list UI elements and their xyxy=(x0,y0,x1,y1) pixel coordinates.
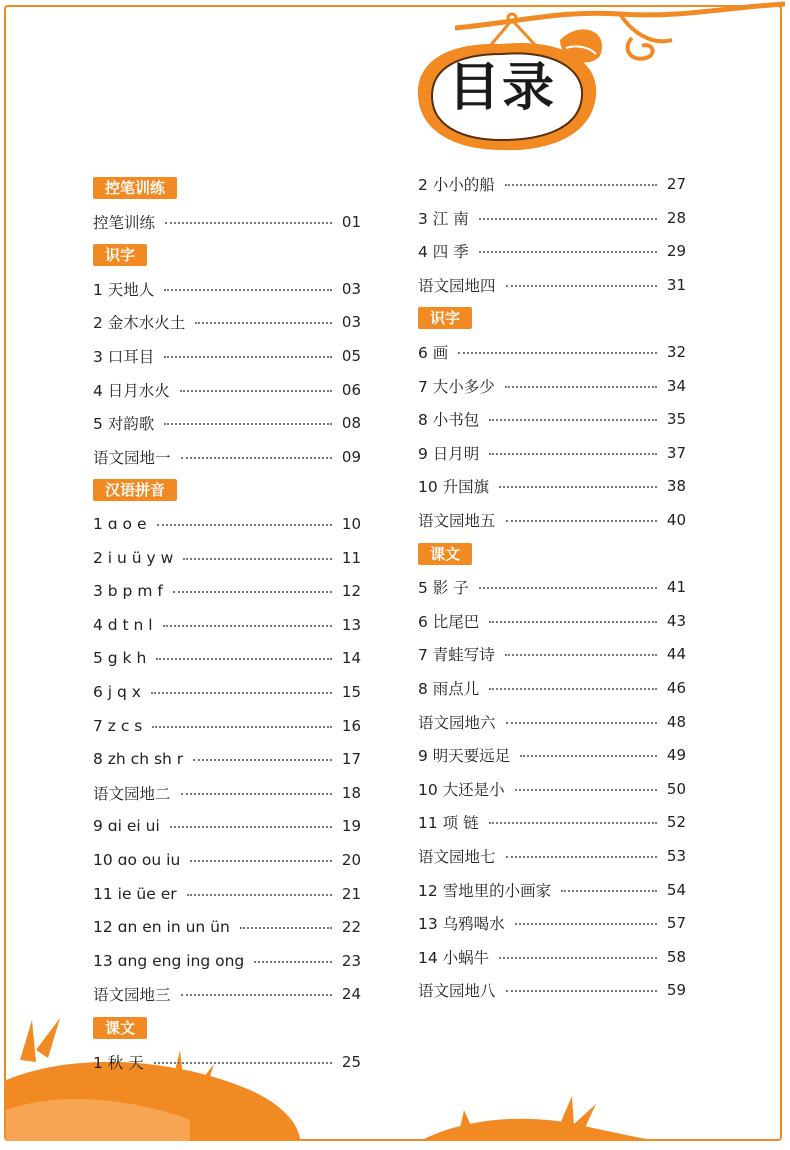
toc-entry-page: 20 xyxy=(341,851,361,869)
toc-entry[interactable] xyxy=(418,777,686,801)
toc-entry-page: 57 xyxy=(666,914,686,932)
toc-entry-page: 01 xyxy=(341,213,361,231)
toc-entry-title: 1 秋 天 xyxy=(93,1054,144,1072)
toc-entry-page: 49 xyxy=(666,746,686,764)
toc-entry-title: 3 b p m f xyxy=(93,582,163,600)
toc-entry-page: 23 xyxy=(341,952,361,970)
toc-entry-title: 9 日月明 xyxy=(418,445,480,463)
toc-entry-title: 9 明天要远足 xyxy=(418,747,511,765)
toc-entry-title: 6 比尾巴 xyxy=(418,613,480,631)
toc-entry-page: 27 xyxy=(666,175,686,193)
toc-entry-title: 2 小小的船 xyxy=(418,176,495,194)
dot-leader xyxy=(164,356,332,358)
toc-entry-page: 15 xyxy=(341,683,361,701)
toc-entry[interactable] xyxy=(93,613,361,637)
toc-entry-page: 38 xyxy=(666,477,686,495)
toc-entry-title: 11 项 链 xyxy=(418,814,479,832)
toc-entry[interactable] xyxy=(93,714,361,738)
dot-leader xyxy=(190,860,332,862)
toc-entry[interactable] xyxy=(418,911,686,935)
toc-entry[interactable] xyxy=(418,609,686,633)
toc-entry-title: 语文园地八 xyxy=(418,982,496,1000)
toc-entry[interactable] xyxy=(418,374,686,398)
toc-entry[interactable] xyxy=(93,781,361,805)
toc-entry-page: 53 xyxy=(666,847,686,865)
section-header: 汉语拼音 xyxy=(93,479,177,501)
dot-leader xyxy=(164,289,332,291)
toc-entry[interactable] xyxy=(418,273,686,297)
toc-entry[interactable] xyxy=(93,949,361,973)
dot-leader xyxy=(170,826,332,828)
toc-entry[interactable] xyxy=(418,206,686,230)
dot-leader xyxy=(151,692,332,694)
toc-entry-title: 7 z c s xyxy=(93,717,143,735)
toc-entry[interactable] xyxy=(418,172,686,196)
toc-entry[interactable] xyxy=(418,575,686,599)
toc-entry[interactable] xyxy=(418,978,686,1002)
dot-leader xyxy=(458,352,657,354)
dot-leader xyxy=(195,322,332,324)
section-header: 识字 xyxy=(418,307,472,329)
dot-leader xyxy=(152,726,332,728)
toc-entry[interactable] xyxy=(93,512,361,536)
toc-entry[interactable] xyxy=(418,340,686,364)
dot-leader xyxy=(183,558,332,560)
title-plaque-wrap xyxy=(414,36,590,146)
toc-entry-title: 语文园地二 xyxy=(93,785,171,803)
toc-entry[interactable] xyxy=(93,646,361,670)
toc-entry[interactable] xyxy=(418,407,686,431)
toc-entry-title: 12 雪地里的小画家 xyxy=(418,882,552,900)
toc-entry-page: 03 xyxy=(341,280,361,298)
toc-entry-title: 5 g k h xyxy=(93,649,147,667)
dot-leader xyxy=(479,218,657,220)
toc-entry[interactable] xyxy=(93,814,361,838)
toc-entry-title: 13 ɑng eng ing ong xyxy=(93,952,245,970)
toc-entry[interactable] xyxy=(93,546,361,570)
toc-entry[interactable] xyxy=(93,411,361,435)
toc-entry[interactable] xyxy=(93,680,361,704)
toc-entry-title: 3 口耳目 xyxy=(93,348,155,366)
toc-entry-title: 4 d t n l xyxy=(93,616,153,634)
toc-entry-title: 2 金木水火土 xyxy=(93,314,186,332)
toc-entry-page: 10 xyxy=(341,515,361,533)
toc-entry-page: 24 xyxy=(341,985,361,1003)
toc-entry[interactable] xyxy=(93,579,361,603)
dot-leader xyxy=(505,386,657,388)
toc-entry-page: 48 xyxy=(666,713,686,731)
toc-entry-page: 08 xyxy=(341,414,361,432)
dot-leader xyxy=(489,453,657,455)
toc-entry[interactable] xyxy=(93,848,361,872)
section-header: 识字 xyxy=(93,244,147,266)
toc-entry-page: 05 xyxy=(341,347,361,365)
toc-entry[interactable] xyxy=(93,378,361,402)
toc-entry-title: 10 大还是小 xyxy=(418,781,505,799)
toc-entry-page: 16 xyxy=(341,717,361,735)
toc-entry-title: 语文园地六 xyxy=(418,714,496,732)
toc-entry[interactable] xyxy=(418,878,686,902)
dot-leader xyxy=(163,625,332,627)
toc-entry-page: 50 xyxy=(666,780,686,798)
toc-entry-page: 25 xyxy=(341,1053,361,1071)
dot-leader xyxy=(561,890,657,892)
dot-leader xyxy=(506,990,657,992)
toc-entry-title: 3 江 南 xyxy=(418,210,469,228)
dot-leader xyxy=(489,419,657,421)
dot-leader xyxy=(156,658,332,660)
toc-entry-page: 03 xyxy=(341,313,361,331)
toc-entry-page: 29 xyxy=(666,242,686,260)
toc-entry-title: 语文园地一 xyxy=(93,449,171,467)
toc-entry[interactable] xyxy=(93,882,361,906)
dot-leader xyxy=(165,222,332,224)
dot-leader xyxy=(479,251,657,253)
dot-leader xyxy=(515,923,657,925)
toc-entry[interactable] xyxy=(418,844,686,868)
toc-entry-title: 13 乌鸦喝水 xyxy=(418,915,505,933)
toc-entry-page: 37 xyxy=(666,444,686,462)
toc-entry-page: 21 xyxy=(341,885,361,903)
dot-leader xyxy=(505,184,657,186)
toc-entry-page: 59 xyxy=(666,981,686,999)
dot-leader xyxy=(499,486,657,488)
toc-entry-page: 40 xyxy=(666,511,686,529)
toc-entry-page: 11 xyxy=(341,549,361,567)
toc-entry[interactable] xyxy=(418,945,686,969)
toc-entry-title: 10 升国旗 xyxy=(418,478,490,496)
toc-entry-page: 17 xyxy=(341,750,361,768)
toc-entry-title: 7 大小多少 xyxy=(418,378,495,396)
dot-leader xyxy=(506,856,657,858)
toc-entry-title: 控笔训练 xyxy=(93,214,156,232)
toc-entry-title: 2 i u ü y w xyxy=(93,549,174,567)
toc-entry-title: 7 青蛙写诗 xyxy=(418,646,495,664)
dot-leader xyxy=(506,722,657,724)
toc-entry-title: 5 对韵歌 xyxy=(93,415,155,433)
dot-leader xyxy=(193,759,332,761)
toc-entry[interactable] xyxy=(93,344,361,368)
dot-leader xyxy=(489,688,657,690)
toc-entry-title: 语文园地五 xyxy=(418,512,496,530)
dot-leader xyxy=(240,927,332,929)
toc-entry[interactable] xyxy=(418,642,686,666)
dot-leader xyxy=(515,789,657,791)
toc-entry-page: 22 xyxy=(341,918,361,936)
toc-entry-page: 14 xyxy=(341,649,361,667)
toc-entry-title: 9 ɑi ei ui xyxy=(93,817,160,835)
toc-entry-title: 语文园地四 xyxy=(418,277,496,295)
toc-entry-title: 6 画 xyxy=(418,344,449,362)
dot-leader xyxy=(489,822,657,824)
toc-entry-title: 1 天地人 xyxy=(93,281,155,299)
toc-entry-title: 5 影 子 xyxy=(418,579,469,597)
page-title: 目录 xyxy=(447,58,556,118)
toc-entry-title: 语文园地七 xyxy=(418,848,496,866)
dot-leader xyxy=(154,1062,332,1064)
dot-leader xyxy=(505,654,657,656)
toc-entry[interactable] xyxy=(93,445,361,469)
toc-entry-page: 46 xyxy=(666,679,686,697)
dot-leader xyxy=(187,894,332,896)
toc-entry-page: 13 xyxy=(341,616,361,634)
toc-entry[interactable] xyxy=(93,982,361,1006)
dot-leader xyxy=(164,423,332,425)
toc-entry-page: 43 xyxy=(666,612,686,630)
toc-entry-page: 12 xyxy=(341,582,361,600)
dot-leader xyxy=(254,961,332,963)
toc-entry-title: 语文园地三 xyxy=(93,986,171,1004)
toc-entry[interactable] xyxy=(93,1050,361,1074)
toc-entry-page: 19 xyxy=(341,817,361,835)
dot-leader xyxy=(479,587,657,589)
toc-entry[interactable] xyxy=(93,210,361,234)
toc-entry[interactable] xyxy=(93,310,361,334)
toc-entry-page: 34 xyxy=(666,377,686,395)
dot-leader xyxy=(157,524,332,526)
toc-entry-title: 10 ɑo ou iu xyxy=(93,851,181,869)
dot-leader xyxy=(499,957,657,959)
dot-leader xyxy=(506,520,657,522)
dot-leader xyxy=(180,390,332,392)
toc-entry-page: 32 xyxy=(666,343,686,361)
toc-entry[interactable] xyxy=(418,239,686,263)
dot-leader xyxy=(489,621,657,623)
toc-entry-title: 14 小蜗牛 xyxy=(418,949,490,967)
toc-entry-page: 41 xyxy=(666,578,686,596)
toc-entry-page: 35 xyxy=(666,410,686,428)
toc-entry-title: 6 j q x xyxy=(93,683,141,701)
toc-entry-title: 11 ie üe er xyxy=(93,885,177,903)
toc-entry[interactable] xyxy=(418,810,686,834)
toc-entry-page: 52 xyxy=(666,813,686,831)
section-header: 控笔训练 xyxy=(93,177,177,199)
dot-leader xyxy=(181,457,332,459)
toc-entry-title: 4 日月水火 xyxy=(93,382,170,400)
toc-entry[interactable] xyxy=(93,747,361,771)
toc-entry-title: 8 zh ch sh r xyxy=(93,750,184,768)
toc-entry-page: 58 xyxy=(666,948,686,966)
toc-entry-title: 8 小书包 xyxy=(418,411,480,429)
toc-entry-title: 4 四 季 xyxy=(418,243,469,261)
toc-entry[interactable] xyxy=(418,710,686,734)
toc-entry-page: 31 xyxy=(666,276,686,294)
toc-entry-page: 44 xyxy=(666,645,686,663)
toc-entry[interactable] xyxy=(93,915,361,939)
toc-entry[interactable] xyxy=(418,508,686,532)
toc-entry-page: 09 xyxy=(341,448,361,466)
toc-entry-page: 06 xyxy=(341,381,361,399)
dot-leader xyxy=(506,285,657,287)
toc-entry[interactable] xyxy=(418,441,686,465)
toc-entry-title: 12 ɑn en in un ün xyxy=(93,918,230,936)
toc-entry-page: 18 xyxy=(341,784,361,802)
section-header: 课文 xyxy=(93,1017,147,1039)
toc-entry[interactable] xyxy=(93,277,361,301)
toc-entry-title: 8 雨点儿 xyxy=(418,680,480,698)
toc-entry[interactable] xyxy=(418,743,686,767)
dot-leader xyxy=(181,994,332,996)
dot-leader xyxy=(181,793,332,795)
toc-entry[interactable] xyxy=(418,676,686,700)
dot-leader xyxy=(520,755,657,757)
section-header: 课文 xyxy=(418,543,472,565)
dot-leader xyxy=(173,591,332,593)
toc-entry-page: 54 xyxy=(666,881,686,899)
toc-entry[interactable] xyxy=(418,474,686,498)
toc-entry-title: 1 ɑ o e xyxy=(93,515,147,533)
toc-entry-page: 28 xyxy=(666,209,686,227)
